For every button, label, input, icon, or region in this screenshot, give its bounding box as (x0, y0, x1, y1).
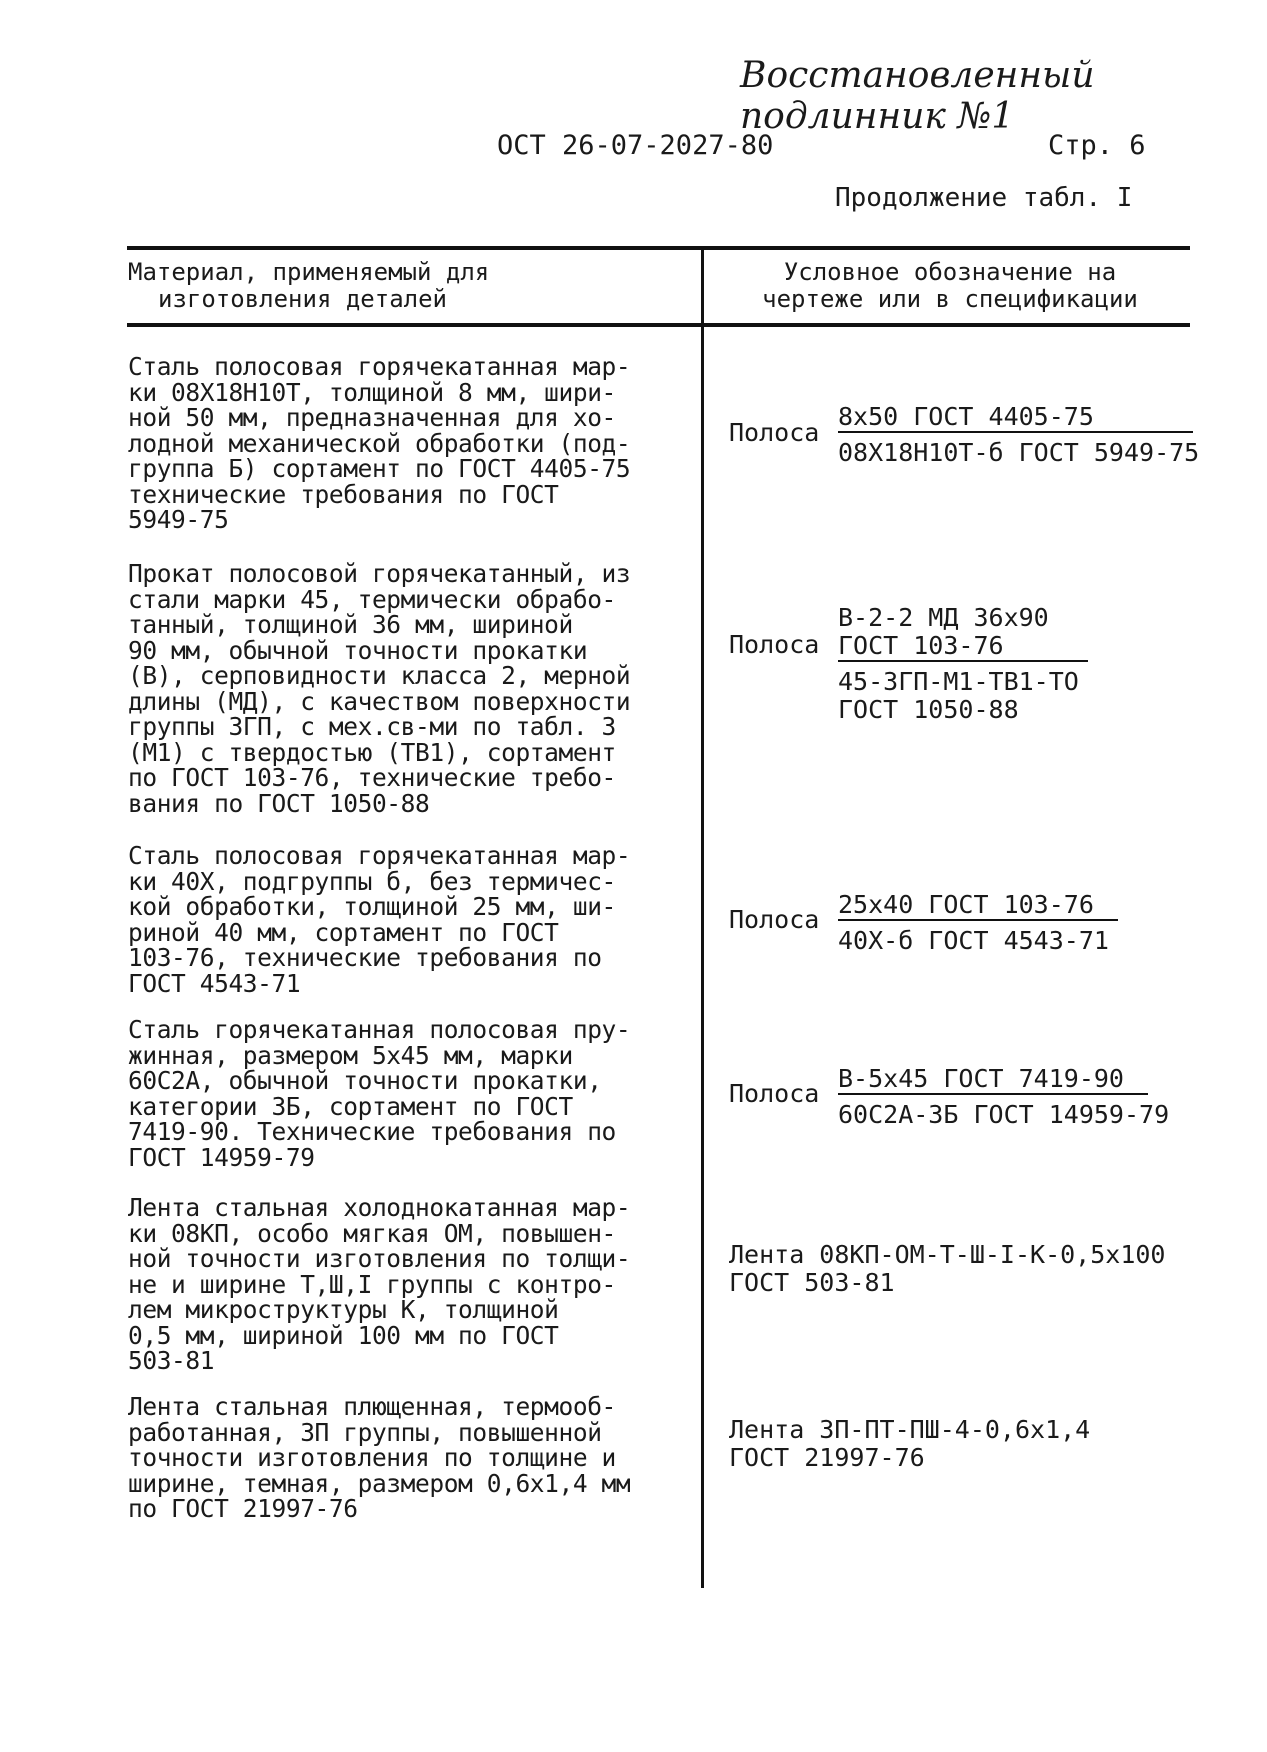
document-code: ОСТ 26-07-2027-80 (497, 130, 774, 161)
designation-text: Лента 08КП-ОМ-Т-Ш-I-К-0,5х100 ГОСТ 503-81 (729, 1240, 1166, 1297)
fraction-denominator: 08Х18Н10Т-б ГОСТ 5949-75 (838, 438, 1200, 467)
designation-fraction (838, 1065, 1169, 1129)
fraction-numerator: В-5х45 ГОСТ 7419-90 (838, 1065, 1148, 1095)
fraction-numerator: 25х40 ГОСТ 103-76 (838, 891, 1118, 921)
fraction-denominator: 40Х-б ГОСТ 4543-71 (838, 926, 1109, 955)
table-header-rule (127, 323, 1190, 327)
material-description: Сталь полосовая горячекатанная мар- ки 08Х18Н10Т, толщиной 8 мм, шири- ной 50 мм, предназначенная для хо- лодной механической обработки (под- группа Б) сортамент по ГОСТ 4405-75 технические требования по ГОСТ 5949-75 (128, 352, 631, 534)
restored-original-stamp: Восстановленный подлинник №1 (740, 55, 1095, 137)
page-number: Стр. 6 (1048, 130, 1146, 161)
designation-fraction (838, 403, 1199, 467)
table-top-rule (127, 246, 1190, 250)
material-description: Лента стальная холоднокатанная мар- ки 08КП, особо мягкая ОМ, повышен- ной точности изготовления по толщи- не и ширине Т,Ш,I группы с контро- лем микроструктуры К, толщиной 0,5 мм, шириной 100 мм по ГОСТ 503-81 (128, 1193, 631, 1375)
table-column-divider (701, 248, 704, 1588)
material-description: Сталь полосовая горячекатанная мар- ки 40Х, подгруппы б, без термичес- кой обработки, толщиной 25 мм, ши- риной 40 мм, сортамент по ГОСТ 103-76, технические требования по ГОСТ 4543-71 (128, 841, 631, 998)
designation-prefix: Полоса (729, 905, 820, 934)
designation-fraction: В-2-2 МД 36х90 ГОСТ 103-76 45-3ГП-М1-ТВ1-ТО ГОСТ 1050-88 (838, 604, 1088, 724)
fraction-denominator: 60С2А-3Б ГОСТ 14959-79 (838, 1100, 1170, 1129)
fraction-numerator: 8х50 ГОСТ 4405-75 (838, 403, 1193, 433)
column-header-designation: Условное обозначение на чертеже или в спецификации (762, 258, 1138, 313)
fraction-numerator: ГОСТ 103-76 (838, 632, 1088, 662)
designation-fraction (838, 891, 1118, 955)
fraction-denominator: 45-3ГП-М1-ТВ1-ТО ГОСТ 1050-88 (838, 667, 1079, 724)
material-description: Сталь горячекатанная полосовая пру- жинная, размером 5х45 мм, марки 60С2А, обычной точности прокатки, категории 3Б, сортамент по ГОСТ 7419-90. Технические требования по ГОСТ 14959-79 (128, 1015, 631, 1172)
material-description: Прокат полосовой горячекатанный, из стали марки 45, термически обрабо- танный, толщиной 36 мм, шириной 90 мм, обычной точности прокатки (В), серповидности класса 2, мерной длины (МД), с качеством поверхности группы 3ГП, с мех.св-ми по табл. 3 (М1) с твердостью (ТВ1), сортамент по ГОСТ 103-76, технические требо- вания по ГОСТ 1050-88 (128, 559, 631, 818)
designation-prefix: Полоса (729, 1079, 820, 1108)
material-description: Лента стальная плющенная, термооб- работанная, 3П группы, повышенной точности изготовления по толщине и ширине, темная, размером 0,6х1,4 мм по ГОСТ 21997-76 (128, 1392, 631, 1523)
column-header-material: Материал, применяемый для изготовления деталей (128, 258, 490, 313)
designation-prefix: Полоса (729, 418, 820, 447)
designation-prefix: Полоса (729, 630, 820, 659)
designation-text: Лента 3П-ПТ-ПШ-4-0,6х1,4 ГОСТ 21997-76 (729, 1415, 1091, 1472)
table-continuation-caption: Продолжение табл. I (835, 183, 1133, 213)
